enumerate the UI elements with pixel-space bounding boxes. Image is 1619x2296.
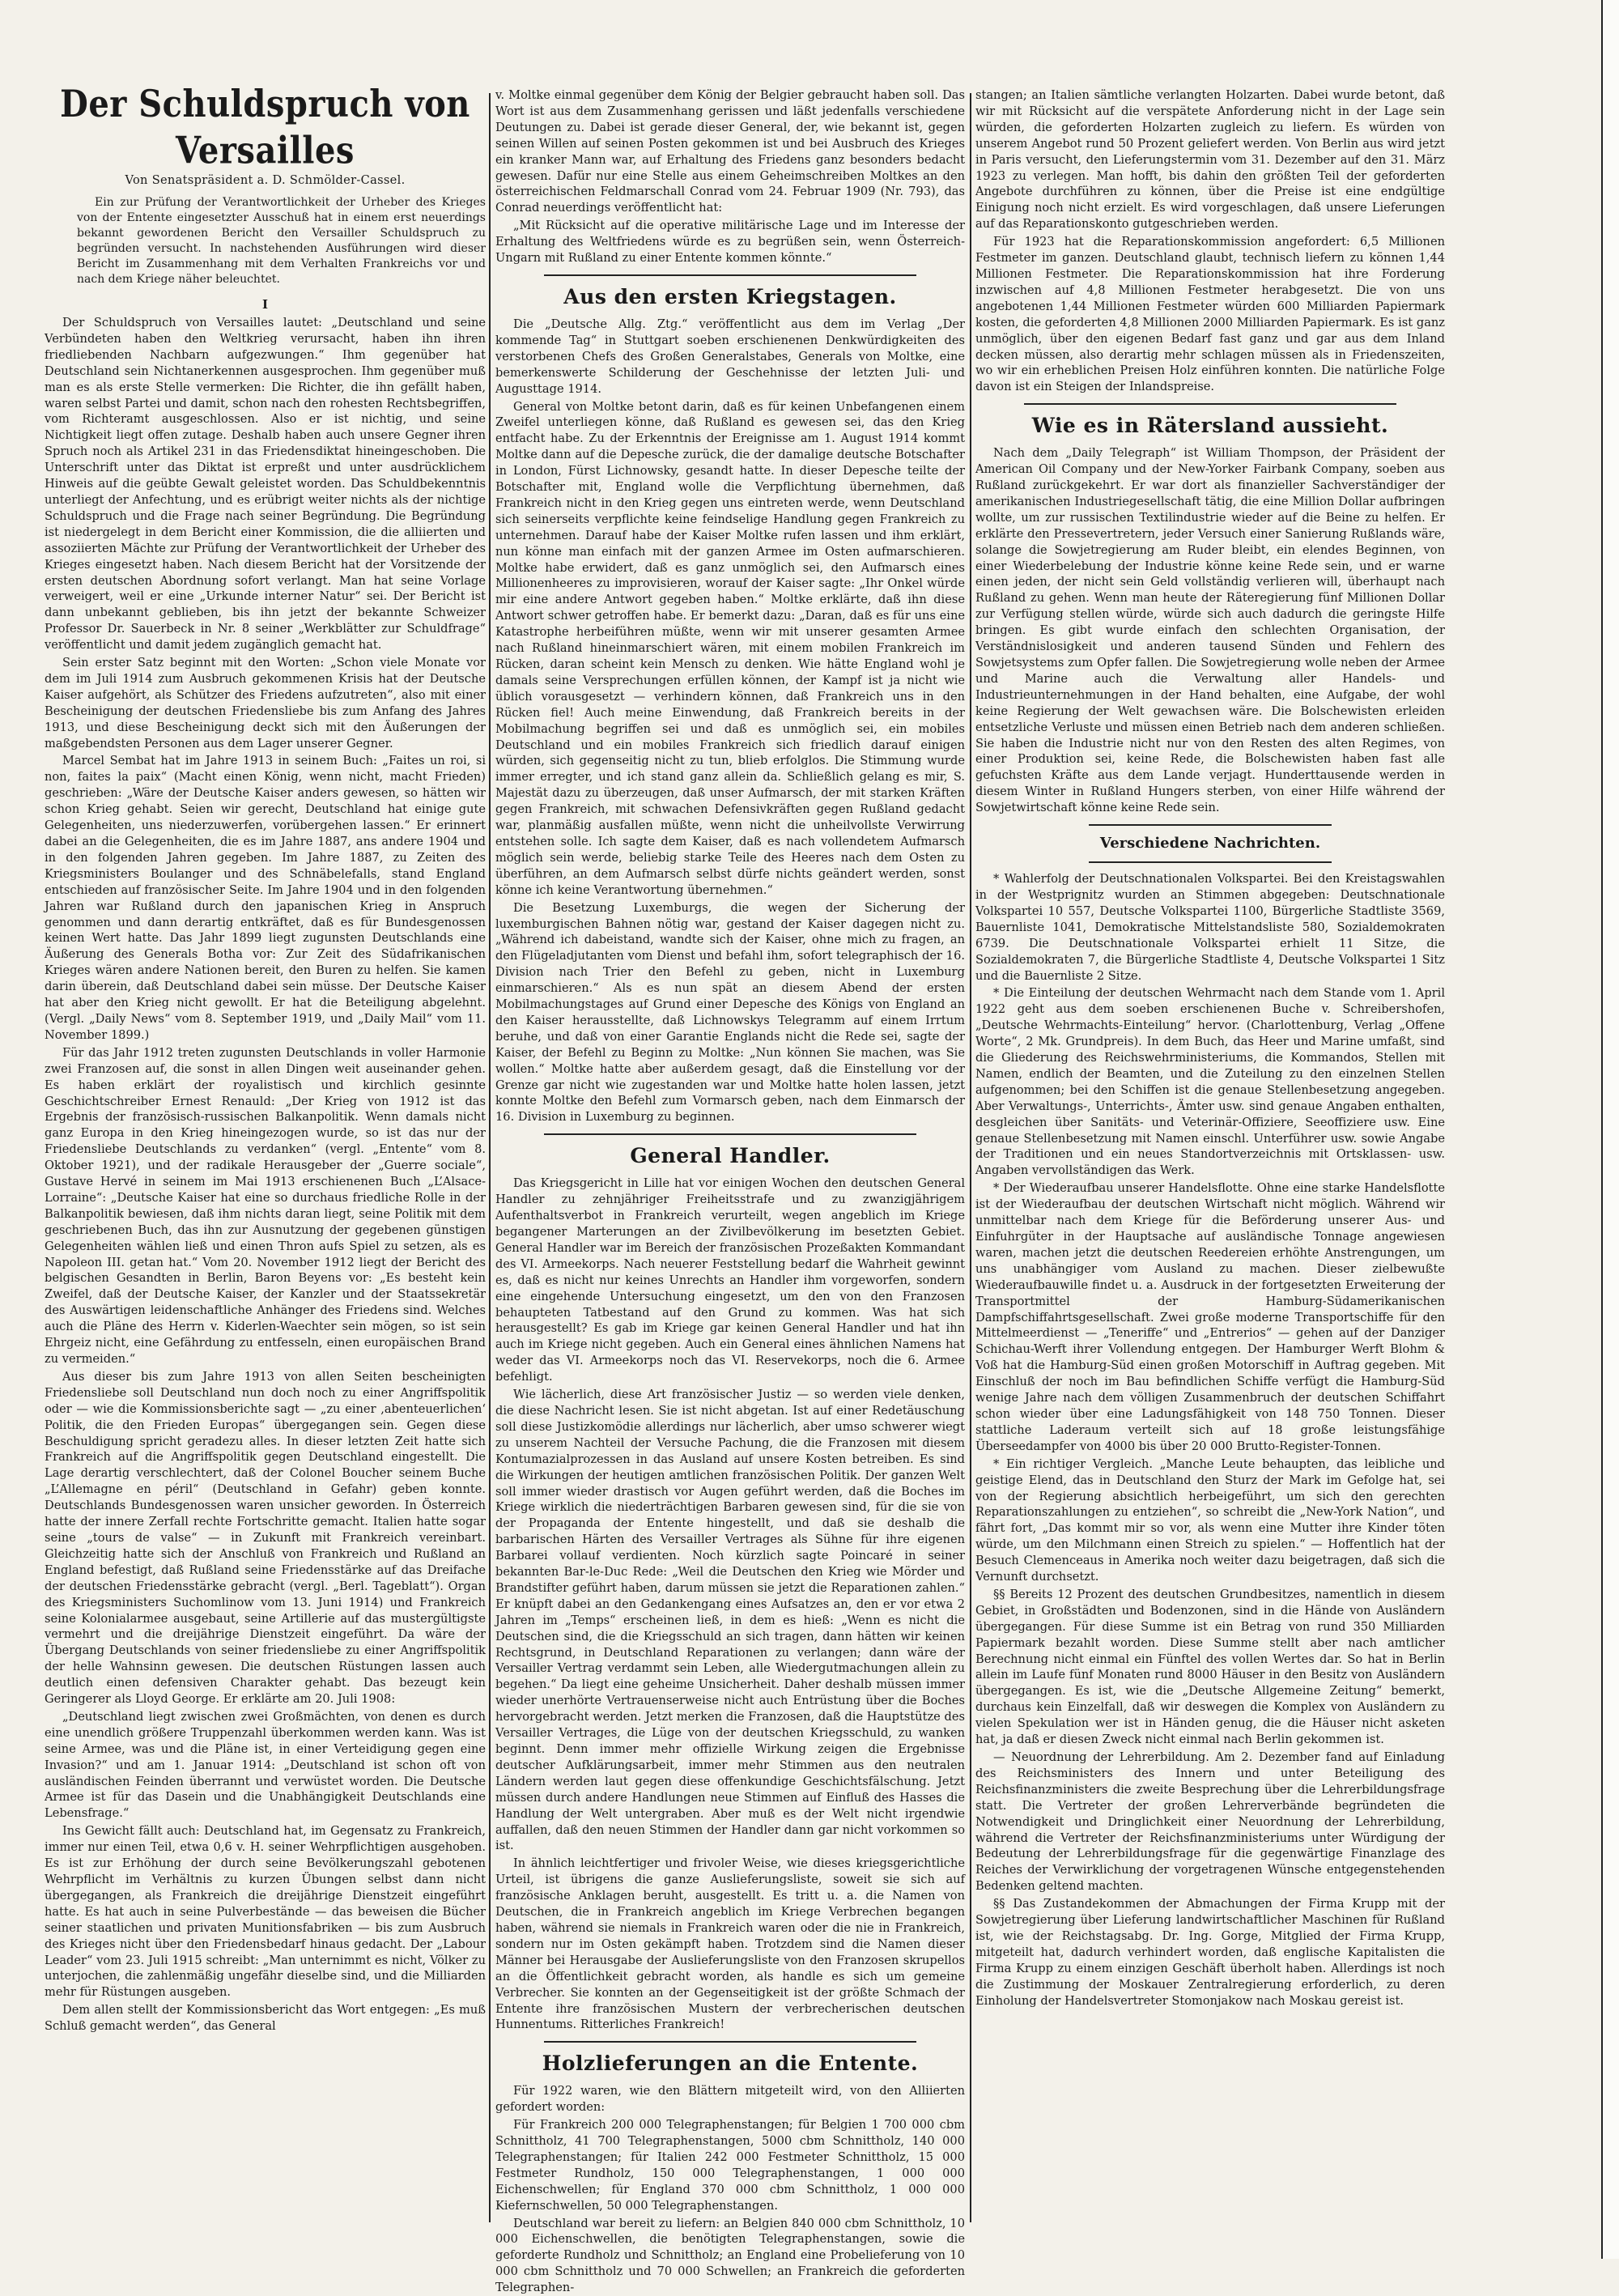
paragraph: Für das Jahr 1912 treten zugunsten Deutschlands in voller Harmonie zwei Franzosen auf, die sonst in allen Dingen weit auseinander gehen. Es haben erklärt der royalistisch und kirchlich gesinnte Geschichtschreiber Ernest Renauld: „Der Krieg von 1912 ist das Ergebnis der französisch-russischen Balkanpolitik. Wenn damals nicht ganz Europa in den Krieg hineingezogen wurde, so ist das nur der Friedensliebe Deutschlands zu verdanken“ (vergl. „Entente“ vom 8. Oktober 1921), und der radikale Herausgeber der „Guerre sociale“, Gustave Hervé in seinem im Mai 1913 erschienenen Buch „L’Alsace-Lorraine“: „Deutsche Kaiser hat eine so durchaus friedliche Rolle in der Balkanpolitik bewiesen, daß ihm nichts daran liegt, seine Politik mit dem geschriebenen Buch, das ihn zur Ausnutzung der gegebenen günstigen Gelegenheiten wählen ließ und einen Thron aufs Spiel zu setzen, als es Napoleon III. getan hat.“ Vom 20. November 1912 liegt der Bericht des belgischen Gesandten in Berlin, Baron Beyens vor: „Es besteht kein Zweifel, daß der Deutsche Kaiser, der Kanzler und der Staatssekretär des Auswärtigen leidenschaftliche Anhänger des Friedens sind. Welches auch die Pläne des Herrn v. Kiderlen-Waechter sein mögen, so ist sein Ehrgeiz nicht, eine Gefährdung zu entfesseln, einen europäischen Brand zu vermeiden.“ <box>45 1045 486 1366</box>
paragraph: Wie lächerlich, diese Art französischer Justiz — so werden viele denken, die diese Nachricht lesen. Sie ist nicht abgetan. Ist auf einer Redetäuschung soll diese Justizkomödie allerdings nur lächerlich, aber umso schwerer wiegt zu unserem Nachteil der Versuche Pachung, die die Franzosen mit diesem Kontumazialprozessen in das Ausland auf unsere Kosten betreiben. Es sind die Wirkungen der heutigen amtlichen französischen Politik. Der ganzen Welt soll immer wieder drastisch vor Augen geführt werden, daß die Boches im Kriege wirklich die niederträchtigen Barbaren gewesen sind, für die sie von der Propaganda der Entente hingestellt, und daß sie deshalb die barbarischen Härten des Versailler Vertrages als Sühne für ihre eigenen Barbarei vollauf verdienten. Noch kürzlich sagte Poincaré in seiner bekannten Bar-le-Duc Rede: „Weil die Deutschen den Krieg wie Mörder und Brandstifter geführt haben, darum müssen sie jetzt die Reparationen zahlen.“ Er knüpft dabei an den Gedankengang eines Aufsatzes an, den er vor etwa 2 Jahren im „Temps“ erscheinen ließ, in dem es hieß: „Wenn es nicht die Deutschen sind, die die Kriegsschuld an sich tragen, dann hätten wir keinen Rechtsgrund, in Deutschland Reparationen zu verlangen; dann wäre der Versailler Vertrag verdammt sein Leben, alle Wiedergutmachungen allein zu begehen.“ Da liegt eine geheime Unsicherheit. Daher deshalb müssen immer wieder unerhörte Vertrauenserweise nicht auch Entrüstung über die Boches hervorgebracht werden. Jetzt merken die Franzosen, daß die Hauptstütze des Versailler Vertrages, die Lüge von der deutschen Kriegsschuld, zu wanken beginnt. Denn immer mehr offizielle Wirkung zeigen die Ergebnisse deutscher Aufklärungsarbeit, immer mehr Stimmen aus den neutralen Ländern werden laut gegen diese offenkundige Geschichtsfälschung. Jetzt müssen durch andere Handlungen neue Stimmen auf Einfluß des Hasses die Handlung der Welt untergraben. Aber muß es der Welt nicht irgendwie auffallen, daß den neuen Stimmen der Handler dann gar nicht vorkommen so ist. <box>495 1388 965 1853</box>
news-item: §§ Das Zustandekommen der Abmachungen der Firma Krupp mit der Sowjetregierung über Lieferung landwirtschaftlicher Maschinen für Rußland ist, wie der Reichstagsabg. Dr. Ing. Gorge, Mitglied der Firma Krupp, mitgeteilt hat, dadurch verhindert worden, daß englische Kapitalisten die Firma Krupp zu einem einzigen Geschäft überholt haben. Allerdings ist noch die Zustimmung der Moskauer Zentralregierung erforderlich, zu deren Einholung der Handelsvertreter Stomonjakow nach Moskau gereist ist. <box>975 1897 1445 2008</box>
news-item: * Wahlerfolg der Deutschnationalen Volkspartei. Bei den Kreistagswahlen in der Westprignitz wurden an Stimmen abgegeben: Deutschnationale Volkspartei 10 557, Deutsche Volkspartei 1100, Bürgerliche Stadtliste 3569, Bauernliste 1041, Demokratische Mittelstandsliste 580, Sozialdemokraten 6739. Die Deutschnationale Volkspartei erhielt 11 Sitze, die Sozialdemokraten 7, die Bürgerliche Stadtliste 4, Deutsche Volkspartei 1 Sitz und die Bauernliste 2 Sitze. <box>975 872 1445 983</box>
paragraph: „Mit Rücksicht auf die operative militärische Lage und im Interesse der Erhaltung des Weltfriedens würde es zu begrüßen sein, wenn Österreich-Ungarn mit Rußland zu einer Entente kommen könnte.“ <box>495 219 965 266</box>
paragraph: In ähnlich leichtfertiger und frivoler Weise, wie dieses kriegsgerichtliche Urteil, ist übrigens die ganze Auslieferungsliste, soweit sie sich auf französische Anklagen beruht, ausgestellt. Es tritt u. a. die Namen von Deutschen, die in Frankreich angeblich im Kriege Verbrechen begangen haben, während sie niemals in Frankreich waren oder die nie in Frankreich, sondern nur im Osten gekämpft haben. Trotzdem sind die Namen dieser Männer bei Herausgabe der Auslieferungsliste von den Franzosen skrupellos an die Öffentlichkeit gebracht worden, als handle es sich um gemeine Verbrecher. Sie konnten an der Gegenseitigkeit ist der größte Schmach der Entente ihre französischen Mustern der verbrecherischen deutschen Hunnentums. Ritterliches Frankreich! <box>495 1856 965 2032</box>
paragraph: Sein erster Satz beginnt mit den Worten: „Schon viele Monate vor dem im Juli 1914 zum Ausbruch gekommenen Krisis hat der Deutsche Kaiser aufgehört, als Schützer des Friedens aufzutreten“, also mit einer Bescheinigung der deutschen Friedensliebe bis zum Anfang des Jahres 1913, und diese Bescheinigung deckt sich mit den Äußerungen der maßgebendsten Personen aus dem Lager unserer Gegner. <box>45 656 486 750</box>
column-divider-2 <box>970 93 971 2222</box>
paragraph: Das Kriegsgericht in Lille hat vor einigen Wochen den deutschen General Handler zu zehnjähriger Freiheitsstrafe und zu zwanzigjährigem Aufenthaltsverbot in Frankreich verurteilt, wegen angeblich im Kriege begangener Marterungen an der Zivilbevölkerung im besetzten Gebiet. General Handler war im Bereich der französischen Prozeßakten Kommandant des VI. Armeekorps. Nach neuerer Feststellung bedarf die Wahrheit gewinnt es, daß es nicht nur keines Unrechts an Handler ihm vorgeworfen, sondern eine eingehende Untersuchung eingesetzt, um den von den Franzosen behaupteten Tatbestand auf den Grund zu kommen. Was hat sich herausgestellt? Es gab im Kriege gar keinen General Handler und hat ihn auch im Kriege nicht gegeben. Auch ein General eines ähnlichen Namens hat weder das VI. Armeekorps noch das VI. Reservekorps, noch die 6. Armee befehligt. <box>495 1176 965 1384</box>
paragraph: „Deutschland liegt zwischen zwei Großmächten, von denen es durch eine unendlich größere Truppenzahl überkommen werden kann. Was ist seine Armee, was und die Pläne ist, in einer Verteidigung gegen eine Invasion?“ und am 1. Januar 1914: „Deutschland ist schon oft von ausländischen Feinden überrannt und verwüstet worden. Die Deutsche Armee ist für das Dasein und die Unabhängigkeit Deutschlands eine Lebensfrage.“ <box>45 1709 486 1821</box>
article-title-schuldspruch: Der Schuldspruch von Versailles <box>60 82 470 173</box>
separator <box>544 2041 916 2043</box>
news-item: §§ Bereits 12 Prozent des deutschen Grundbesitzes, namentlich in diesem Gebiet, in Großstädten und Bodenzonen, sind in die Hände von Ausländern übergegangen. Für diese Summe ist ein Betrag von rund 350 Milliarden Papiermark bezahlt worden. Diese Summe stellt aber nach amtlicher Berechnung nicht einmal ein Fünftel des vollen Wertes dar. So hat in Berlin allein im Laufe fünf Monaten rund 8000 Häuser in den Besitz von Ausländern übergegangen. Es ist, wie die „Deutsche Allgemeine Zeitung“ bemerkt, durchaus kein Einzelfall, daß wir deswegen die Komplex von Ausländern zu vielen Spekulation wer ist in Händen genug, die die Häuser nicht asketen hat, ja daß er diesen Zweck nicht einmal nach Berlin gekommen ist. <box>975 1587 1445 1747</box>
article-title-raetersland: Wie es in Rätersland aussieht. <box>1031 414 1389 438</box>
column-3 <box>975 87 1445 2225</box>
paragraph: Deutschland war bereit zu liefern: an Belgien 840 000 cbm Schnittholz, 10 000 Eichenschwellen, die benötigten Telegraphenstangen, sowie die geforderte Rundholz und Schnittholz; an England eine Probelieferung von 10 000 cbm Schnittholz und 70 000 Schwellen; an Frankreich die geforderten Telegraphen- <box>495 2216 965 2295</box>
news-item: — Neuordnung der Lehrerbildung. Am 2. Dezember fand auf Einladung des Reichsministers des Innern und unter Beteiligung des Reichsfinanzministers die zweite Besprechung über die Lehrerbildungsfrage statt. Die Vertreter der großen Lehrerverbände begründeten die Notwendigkeit und Dringlichkeit einer Neuordnung der Lehrerbildung, während die Vertreter der Reichsfinanzministeriums unter Würdigung der Bedeutung der Lehrerbildungsfrage für die gegenwärtige Finanzlage des Reiches der Verwirklichung der vorgetragenen Wünsche entgegenstehenden Bedenken geltend machten. <box>975 1750 1445 1894</box>
paragraph: Nach dem „Daily Telegraph“ ist William Thompson, der Präsident der American Oil Company und der New-Yorker Fairbank Company, soeben aus Rußland zurückgekehrt. Er war dort als finanzieller Sachverständiger der amerikanischen Industriegesellschaft tätig, die eine Million Dollar aufbringen wollte, um zur russischen Textilindustrie wieder auf die Beine zu helfen. Er erklärte den Pressevertretern, jeder Versuch einer Sanierung Rußlands wäre, solange die Sowjetregierung am Ruder bleibt, ein elendes Beginnen, von einer Wiederbelebung der Industrie könne keine Rede sein, und er warne einen jeden, der nicht sein Geld vollständig verlieren will, überhaupt nach Rußland zu gehen. Wenn man heute der Räteregierung fünf Millionen Dollar zur Verfügung stellen würde, würde sich auch dadurch die geringste Hilfe bringen. Es gibt wurde einfach den schlechten Organisation, der Verständnislosigkeit und anderen tausend Sünden und Fehlern des Sowjetsystems zum Opfer fallen. Die Sowjetregierung wolle neben der Armee und Marine auch die Verwaltung aller Handels- und Industrieunternehmungen in der Hand behalten, eine Aufgabe, der wohl keine Regierung der Welt gewachsen wäre. Die Bolschewisten erleiden entsetzliche Verluste und müssen einen Betrieb nach dem anderen schließen. Sie haben die Industrie nicht nur von den Resten des alten Regimes, von einer Produktion sei, keine Rede, die Bolschewisten haben fast alle gefuchsten Kräfte aus dem Lande verjagt. Hunderttausende werden in diesem Winter in Rußland Hungers sterben, von einer Hilfe während der Sowjetwirtschaft könne keine Rede sein. <box>975 446 1445 815</box>
column-2 <box>495 87 965 2295</box>
paragraph: Die „Deutsche Allg. Ztg.“ veröffentlicht aus dem im Verlag „Der kommende Tag“ in Stuttgart soeben erschienenen Denkwürdigkeiten des verstorbenen Chefs des Großen Generalstabes, Generals von Moltke, eine bemerkenswerte Schilderung der Geschehnisse der letzten Juli- und Augusttage 1914. <box>495 317 965 396</box>
paragraph: stangen; an Italien sämtliche verlangten Holzarten. Dabei wurde betont, daß wir mit Rücksicht auf die verspätete Anforderung nicht in der Lage sein würden, die geforderten Holzarten zugleich zu liefern. Es würden von unserem Angebot rund 50 Prozent geliefert werden. Von Berlin aus wird jetzt in Paris versucht, den Lieferungstermin vom 31. Dezember auf den 31. März 1923 zu verlegen. Man hofft, bis dahin den größten Teil der geforderten Angebote durchführen zu können, über die Preise ist eine endgültige Einigung noch nicht erzielt. Es wird vorgeschlagen, daß unsere Lieferungen auf das Reparationskonto gutgeschrieben werden. <box>975 88 1445 232</box>
paragraph: Ins Gewicht fällt auch: Deutschland hat, im Gegensatz zu Frankreich, immer nur einen Teil, etwa 0,6 v. H. seiner Wehrpflichtigen ausgehoben. Es ist zur Erhöhung der durch seine Bevölkerungszahl gebotenen Wehrpflicht im Verhältnis zu kurzen Übungen selbst dann nicht übergegangen, als Frankreich die dreijährige Dienstzeit eingeführt hatte. Es hat auch in seine Pulverbestände — das beweisen die Bücher seiner staatlichen und privaten Munitionsfabriken — bis zum Ausbruch des Krieges nicht über den Friedensbedarf hinaus gedacht. Der „Labour Leader“ vom 23. Juli 1915 schreibt: „Man unternimmt es nicht, Völker zu unterjochen, die zahlenmäßig ungefähr dieselbe sind, und die Milliarden mehr für Rüstungen ausgeben. <box>45 1824 486 2000</box>
news-item: * Der Wiederaufbau unserer Handelsflotte. Ohne eine starke Handelsflotte ist der Wiederaufbau der deutschen Wirtschaft nicht möglich. Während wir unmittelbar nach dem Kriege für die Beförderung unserer Aus- und Einfuhrgüter in der Hauptsache auf ausländische Tonnage angewiesen waren, machen jetzt die deutschen Reedereien erhöhte Anstrengungen, um uns unabhängiger vom Ausland zu machen. Dieser zielbewußte Wiederaufbauwille findet u. a. Ausdruck in der fortgesetzten Erweiterung der Transportmittel der Hamburg-Südamerikanischen Dampfschiffahrtsgesellschaft. Zwei große moderne Transportschiffe für den Mittelmeerdienst — „Teneriffe“ und „Entrerios“ — gehen auf der Danziger Schichau-Werft ihrer Vollendung entgegen. Der Hamburger Werft Blohm & Voß hat die Hamburg-Süd einen großen Motorschiff in Auftrag gegeben. Mit Einschluß der noch im Bau befindlichen Schiffe verfügt die Hamburg-Süd wenige Jahre nach dem völligen Zusammenbruch der deutschen Schiffahrt schon wieder über eine Ladungsfähigkeit von 148 750 Tonnen. Dieser stattliche Laderaum verteilt sich auf 18 große leistungsfähige Überseedampfer von 4000 bis über 20 000 Brutto-Register-Tonnen. <box>975 1181 1445 1453</box>
article-title-nachrichten: Verschiedene Nachrichten. <box>1099 835 1321 852</box>
paragraph: v. Moltke einmal gegenüber dem König der Belgier gebraucht haben soll. Das Wort ist aus dem Zusammenhang gerissen und läßt jedenfalls verschiedene Deutungen zu. Dabei ist gerade dieser General, der, wie bekannt ist, gegen seinen Willen auf seinen Posten gekommen ist und bei Ausbruch des Krieges ein kranker Mann war, auf Erhaltung des Friedens ganz besonders bedacht gewesen. Dafür nur eine Stelle aus einem Geheimschreiben Moltkes an den österreichischen Feldmarschall Conrad vom 24. Februar 1909 (Nr. 793), das Conrad neuerdings veröffentlicht hat: <box>495 88 965 215</box>
news-item: * Ein richtiger Vergleich. „Manche Leute behaupten, das leibliche und geistige Elend, das in Deutschland den Sturz der Mark im Gefolge hat, sei von der Regierung absichtlich herbeigeführt, um sich den gerechten Reparationszahlungen zu entziehen“, so schreibt die „New-York Nation“, und fährt fort, „Das kommt mir so vor, als wenn eine Mutter ihre Kinder töten würde, um den Milchmann einen Streich zu spielen.“ — Hoffentlich hat der Besuch Clemenceaus in Amerika noch weiter dazu beigetragen, daß sich die Vernunft durchsetzt. <box>975 1456 1445 1584</box>
page-edge <box>1601 0 1619 2259</box>
paragraph: Für Frankreich 200 000 Telegraphenstangen; für Belgien 1 700 000 cbm Schnittholz, 41 700 Telegraphenstangen, 5000 cbm Schnittholz, 140 000 Telegraphenstangen; für Italien 242 000 Festmeter Schnittholz, 15 000 Festmeter Rundholz, 150 000 Telegraphenstangen, 1 000 000 Eichenschwellen; für England 370 000 cbm Schnittholz, 1 000 000 Kiefernschwellen, 50 000 Telegraphenstangen. <box>495 2118 965 2213</box>
paragraph: Der Schuldspruch von Versailles lautet: „Deutschland und seine Verbündeten haben den Weltkrieg verursacht, haben ihn ihren friedliebenden Nachbarn aufgezwungen.“ Ihm gegenüber hat Deutschland sein Nichtanerkennen ausgesprochen. Ihm gegenüber muß man es als erste Stelle vermerken: Die Richter, die ihn gefällt haben, waren selbst Partei und damit, schon nach den rohesten Rechtsbegriffen, vom Richteramt ausgeschlossen. Also er ist nichtig, und seine Nichtigkeit liegt offen zutage. Deshalb haben auch unsere Gegner ihren Spruch noch als Artikel 231 in das Friedensdiktat hineingeschoben. Die Unterschrift unter das Diktat ist erpreßt und unter ausdrücklichem Hinweis auf die geübte Gewalt geleistet worden. Das Schuldbekenntnis unterliegt der Anfechtung, und es erübrigt weiter nichts als der nichtige Schuldspruch und die Frage nach seiner Begründung. Die Begründung ist niedergelegt in dem Bericht einer Kommission, die die alliierten und assoziierten Mächte zur Prüfung der Verantwortlichkeit der Urheber des Krieges eingesetzt haben. Nach diesem Bericht hat der Vorsitzende der ersten deutschen Abordnung sofort verlangt. Man hat seine Vorlage verweigert, weil er eine „Urkunde interner Natur“ sei. Der Bericht ist dann unbekannt geblieben, bis ihn jetzt der bekannte Schweizer Professor Dr. Sauerbeck in Nr. 8 seiner „Werkblätter zur Schuldfrage“ veröffentlicht und damit jedem zugänglich gemacht hat. <box>45 316 486 653</box>
paragraph: Für 1922 waren, wie den Blättern mitgeteilt wird, von den Alliierten gefordert worden: <box>495 2084 965 2115</box>
column-divider-1 <box>489 93 491 2222</box>
article-title-handler: General Handler. <box>630 1144 831 1168</box>
article-intro: Ein zur Prüfung der Verantwortlichkeit der Urheber des Krieges von der Entente eingesetzter Ausschuß hat in einem erst neuerdings bekannt gewordenen Bericht den Versailler Schuldspruch zu begründen versucht. In nachstehenden Ausführungen wird dieser Bericht im Zusammenhang mit dem Verhalten Frankreichs vor und nach dem Kriege näher beleuchtet. <box>77 196 486 286</box>
article-title-kriegstage: Aus den ersten Kriegstagen. <box>563 284 897 308</box>
paragraph: Aus dieser bis zum Jahre 1913 von allen Seiten bescheinigten Friedensliebe soll Deutschland nun doch noch zu einer Angriffspolitik oder — wie die Kommissionsberichte sagt — „zu einer ‚abenteuerlichen‘ Politik, die den Frieden Europas“ übergegangen sein. Gegen diese Beschuldigung spricht geradezu alles. In dieser letzten Zeit hatte sich Frankreich auf die Angriffspolitik gegen Deutschland eingestellt. Die Lage derartig verschlechtert, daß der Colonel Boucher seinem Buche „L’Allemagne en péril“ (Deutschland in Gefahr) geben konnte. Deutschlands Bundesgenossen waren unsicher geworden. In Österreich hatte der innere Zerfall rechte Fortschritte gemacht. Italien hatte sogar seine „tours de valse“ — in Zukunft mit Frankreich vereinbart. Gleichzeitig hatte sich der Anschluß von Frankreich und Rußland an England befestigt, daß Rußland seine Friedensstärke auf das Dreifache der deutschen Friedensstärke gebracht (vergl. „Berl. Tageblatt“). Organ des Kriegsministers Suchomlinow vom 13. Juni 1914) und Frankreich seine Kolonialarmee ausgebaut, seine Artillerie auf das mustergültigste vermehrt und die dreijährige Dienstzeit eingeführt. Da wäre der Übergang Deutschlands von seiner friedensliebe zu einer Angriffspolitik der helle Wahnsinn gewesen. Die deutschen Rüstungen lassen auch deutlich einen defensiven Charakter gehabt. Das bezeugt kein Geringerer als Lloyd George. Er erklärte am 20. Juli 1908: <box>45 1369 486 1707</box>
news-item: * Die Einteilung der deutschen Wehrmacht nach dem Stande vom 1. April 1922 geht aus dem soeben erschienenen Buche v. Schreibershofen, „Deutsche Wehrmachts-Einteilung“ hervor. (Charlottenburg, Verlag „Offene Worte“, 2 Mk. Grundpreis). In dem Buch, das Heer und Marine umfaßt, sind die Gliederung des Reichswehrministeriums, die Kommandos, Stellen mit Namen, endlich der Beamten, und die Zuteilung zu den einzelnen Stellen aufgenommen; bei den Schiffen ist die genaue Stellenbesetzung angegeben. Aber Verwaltungs-, Unterrichts-, Ämter usw. sind genaue Angaben enthalten, desgleichen über Sanitäts- und Veterinär-Offiziere, Seeoffiziere usw. Eine genaue Stellenbesetzung mit Namen einschl. Unterführer usw. sowie Angabe der Traditionen und ein neues Standortverzeichnis mit Ortsklassen- usw. Angaben vervollständigen das Werk. <box>975 986 1445 1178</box>
separator <box>544 1133 916 1135</box>
paragraph: Die Besetzung Luxemburgs, die wegen der Sicherung der luxemburgischen Bahnen nötig war, gestand der Kaiser dagegen nicht zu. „Während ich dabeistand, wandte sich der Kaiser, ohne mich zu fragen, an den Flügeladjutanten vom Dienst und befahl ihm, sofort telegraphisch der 16. Division nach Trier den Befehl zu geben, nicht in Luxemburg einmarschieren.“ Als es nun spät an diesem Abend der ersten Mobilmachungstages auf Grund einer Depesche des Königs von England an den Kaiser herausstellte, daß Lichnowskys Telegramm auf einem Irrtum beruhe, und daß von einer Garantie Englands nicht die Rede sei, sagte der Kaiser, der Befehl zu Beginn zu Moltke: „Nun können Sie machen, was Sie wollen.“ Moltke hatte aber außerdem gesagt, daß die Einstellung vor der Grenze gar nicht wie zugestanden war und Moltke hatte holen lassen, jetzt konnte Moltke den Befehl zum Vormarsch geben, nach dem Einmarsch der 16. Division in Luxemburg zu beginnen. <box>495 900 965 1125</box>
separator <box>544 274 916 276</box>
paragraph: Dem allen stellt der Kommissionsbericht das Wort entgegen: „Es muß Schluß gemacht werden“, das General <box>45 2003 486 2034</box>
article-byline: Von Senatspräsident a. D. Schmölder-Cassel. <box>125 173 406 187</box>
paragraph: Für 1923 hat die Reparationskommission angefordert: 6,5 Millionen Festmeter im ganzen. Deutschland glaubt, technisch liefern zu können 1,44 Millionen Festmeter. Die Reparationskommission hat ihre Forderung inzwischen auf 4,8 Millionen Festmeter herabgesetzt. Die von uns angebotenen 1,44 Millionen Festmeter würden 600 Milliarden Papiermark kosten, die geforderten 4,8 Millionen 2000 Milliarden Papiermark. Es ist ganz unmöglich, über den eigenen Bedarf fast ganz und gar aus dem Inland decken müssen, also derartig mehr schlagen müssen als in Friedenszeiten, wo wir ein erheblichen Preisen Holz einführen konnten. Die natürliche Folge davon ist ein Steigen der Inlandspreise. <box>975 235 1445 394</box>
article-title-holzlieferungen: Holzlieferungen an die Entente. <box>542 2052 919 2076</box>
section-numeral: I <box>261 297 269 312</box>
paragraph: General von Moltke betont darin, daß es für keinen Unbefangenen einem Zweifel unterliegen könne, daß Rußland es gewesen sei, das den Krieg entfacht habe. Zu der Erkenntnis der Ereignisse am 1. August 1914 kommt Moltke dann auf die Depesche zurück, die der damalige deutsche Botschafter in London, Fürst Lichnowsky, gesandt hatte. In dieser Depesche teilte der Botschafter mit, England wolle die Verpflichtung übernehmen, daß Frankreich nicht in den Krieg gegen uns eintreten werde, wenn Deutschland sich seinerseits verpflichte keine feindselige Handlung gegen Frankreich zu unternehmen. Darauf habe der Kaiser Moltke rufen lassen und ihm erklärt, nun könne man einfach mit der ganzen Armee im Osten aufmarschieren. Moltke habe erwidert, daß es ganz unmöglich sei, den Aufmarsch eines Millionenheeres zu improvisieren, worauf der Kaiser sagte: „Ihr Onkel würde mir eine andere Antwort gegeben haben.“ Moltke erklärte, daß ihn diese Antwort schwer getroffen habe. Er bemerkt dazu: „Daran, daß es für uns eine Katastrophe herbeiführen müßte, wenn wir mit unserer gesamten Armee nach Rußland hineinmarschiert wären, mit einem mobilen Frankreich im Rücken, daran scheint kein Mensch zu denken. Wie hätte England wohl je damals seine Versprechungen erfüllen können, der Kampf ist ja nicht wie üblich vorausgesetzt — verhindern können, daß Frankreich uns in den Rücken fiel! Auch meine Einwendung, daß Frankreich bereits in der Mobilmachung begriffen sei und daß es unmöglich sei, ein mobiles Deutschland und ein mobiles Frankreich sich friedlich darauf einigen würden, sich gegenseitig nicht zu tun, blieb erfolglos. Die Stimmung wurde immer erregter, und ich stand ganz allein da. Schließlich gelang es mir, S. Majestät dazu zu überzeugen, daß unser Aufmarsch, der mit starken Kräften gegen Frankreich, mit schwachen Defensivkräften gegen Rußland gedacht war, planmäßig ausfallen müßte, wenn nicht die unheilvollste Verwirrung entstehen solle. Ich sagte dem Kaiser, daß es nach vollendetem Aufmarsch möglich sein werde, beliebig starke Teile des Heeres nach dem Osten zu überführen, an dem Aufmarsch selbst dürfe nichts geändert werden, sonst könne ich keine Verantwortung übernehmen.“ <box>495 399 965 897</box>
separator <box>1089 824 1332 826</box>
separator <box>1089 861 1332 863</box>
paragraph: Marcel Sembat hat im Jahre 1913 in seinem Buch: „Faites un roi, si non, faites la paix“ (Macht einen König, wenn nicht, macht Frieden) geschrieben: „Wäre der Deutsche Kaiser anders gewesen, so hätten wir schon Krieg gehabt. Seien wir gerecht, Deutschland hat einige gute Gelegenheiten, uns niederzuwerfen, vorübergehen lassen.“ Er erinnert dabei an die Gelegenheiten, die es im Jahre 1887, ans andere 1904 und in den folgenden Jahren gegeben. Im Jahre 1887, zu Zeiten des Kriegsministers Boulanger und des Schnäbelefalls, stand England entschieden auf französischer Seite. Im Jahre 1904 und in den folgenden Jahren war Rußland durch den japanischen Krieg in Anspruch genommen und dann derartig entkräftet, daß es für Bundesgenossen keinen Wert hatte. Das Jahr 1899 liegt zugunsten Deutschlands eine Äußerung des Generals Botha vor: Zur Zeit des Südafrikanischen Krieges wären andere Nationen bereit, den Buren zu helfen. Sie kamen darin überein, daß Deutschland dabei sein müsse. Der Deutsche Kaiser hat aber den Krieg nicht gewollt. Er hat die Beteiligung abgelehnt. (Vergl. „Daily News“ vom 8. September 1919, und „Daily Mail“ vom 11. November 1899.) <box>45 754 486 1042</box>
separator <box>1024 403 1396 405</box>
column-1 <box>45 82 486 2225</box>
